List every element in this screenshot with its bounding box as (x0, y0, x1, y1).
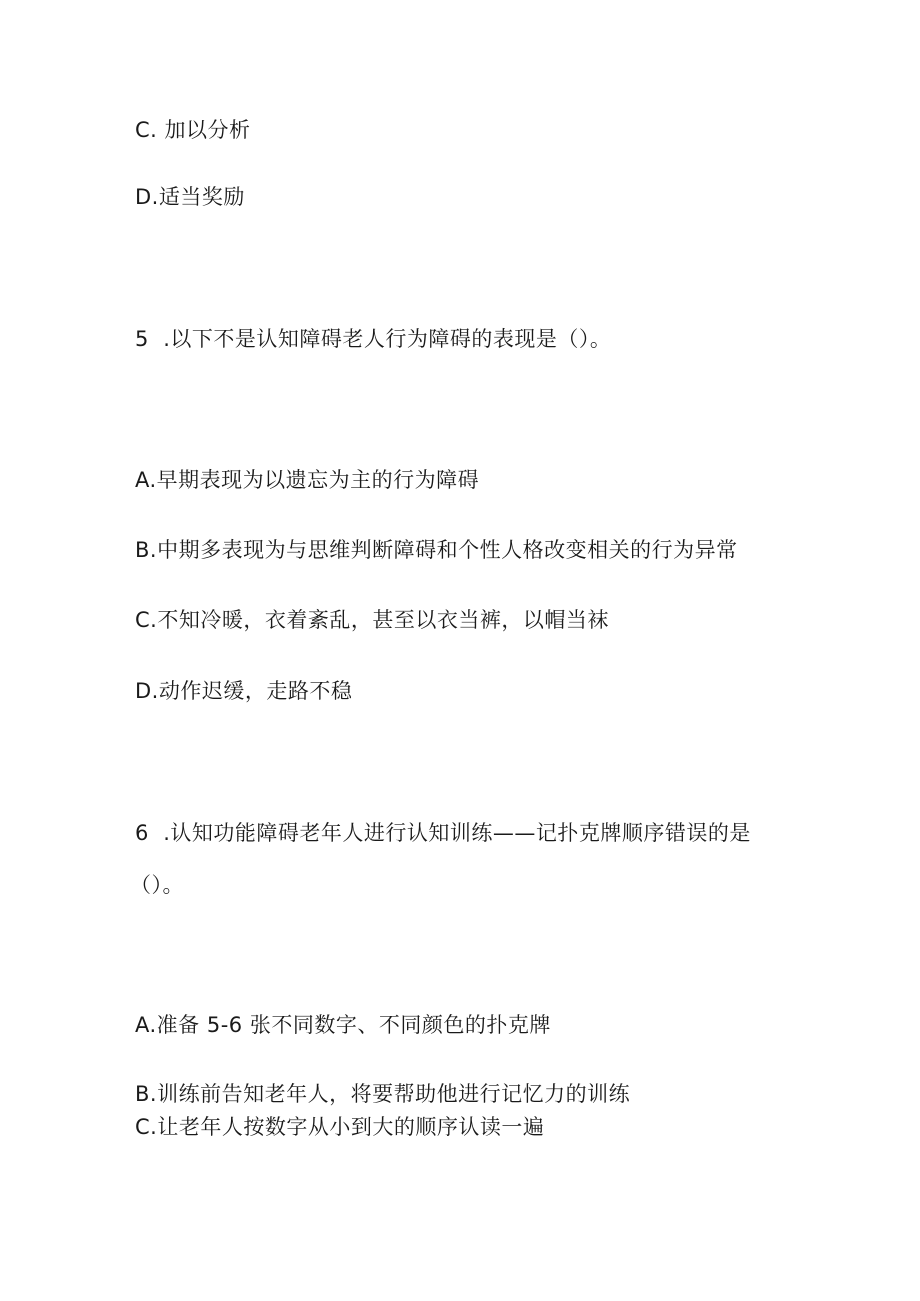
q5-option-a: A.早期表现为以遗忘为主的行为障碍 (135, 468, 480, 492)
q6-option-c: C.让老年人按数字从小到大的顺序认读一遍 (135, 1115, 545, 1139)
q5-option-b: B.中期多表现为与思维判断障碍和个性人格改变相关的行为异常 (135, 538, 738, 562)
q5-option-d: D.动作迟缓，走路不稳 (135, 679, 353, 703)
q6-option-b: B.训练前告知老年人，将要帮助他进行记忆力的训练 (135, 1082, 631, 1106)
q6-stem-line2: （）。 (130, 873, 184, 897)
q5-option-c: C.不知冷暖，衣着紊乱，甚至以衣当裤，以帽当袜 (135, 608, 609, 632)
q6-option-a: A.准备 5-6 张不同数字、不同颜色的扑克牌 (135, 1013, 551, 1037)
q5-stem: 5 .以下不是认知障碍老人行为障碍的表现是（）。 (135, 327, 612, 351)
q4-option-c: C. 加以分析 (135, 118, 251, 142)
q4-option-d: D.适当奖励 (135, 185, 245, 209)
q6-stem-line1: 6 .认知功能障碍老年人进行认知训练——记扑克牌顺序错误的是 (135, 821, 751, 845)
